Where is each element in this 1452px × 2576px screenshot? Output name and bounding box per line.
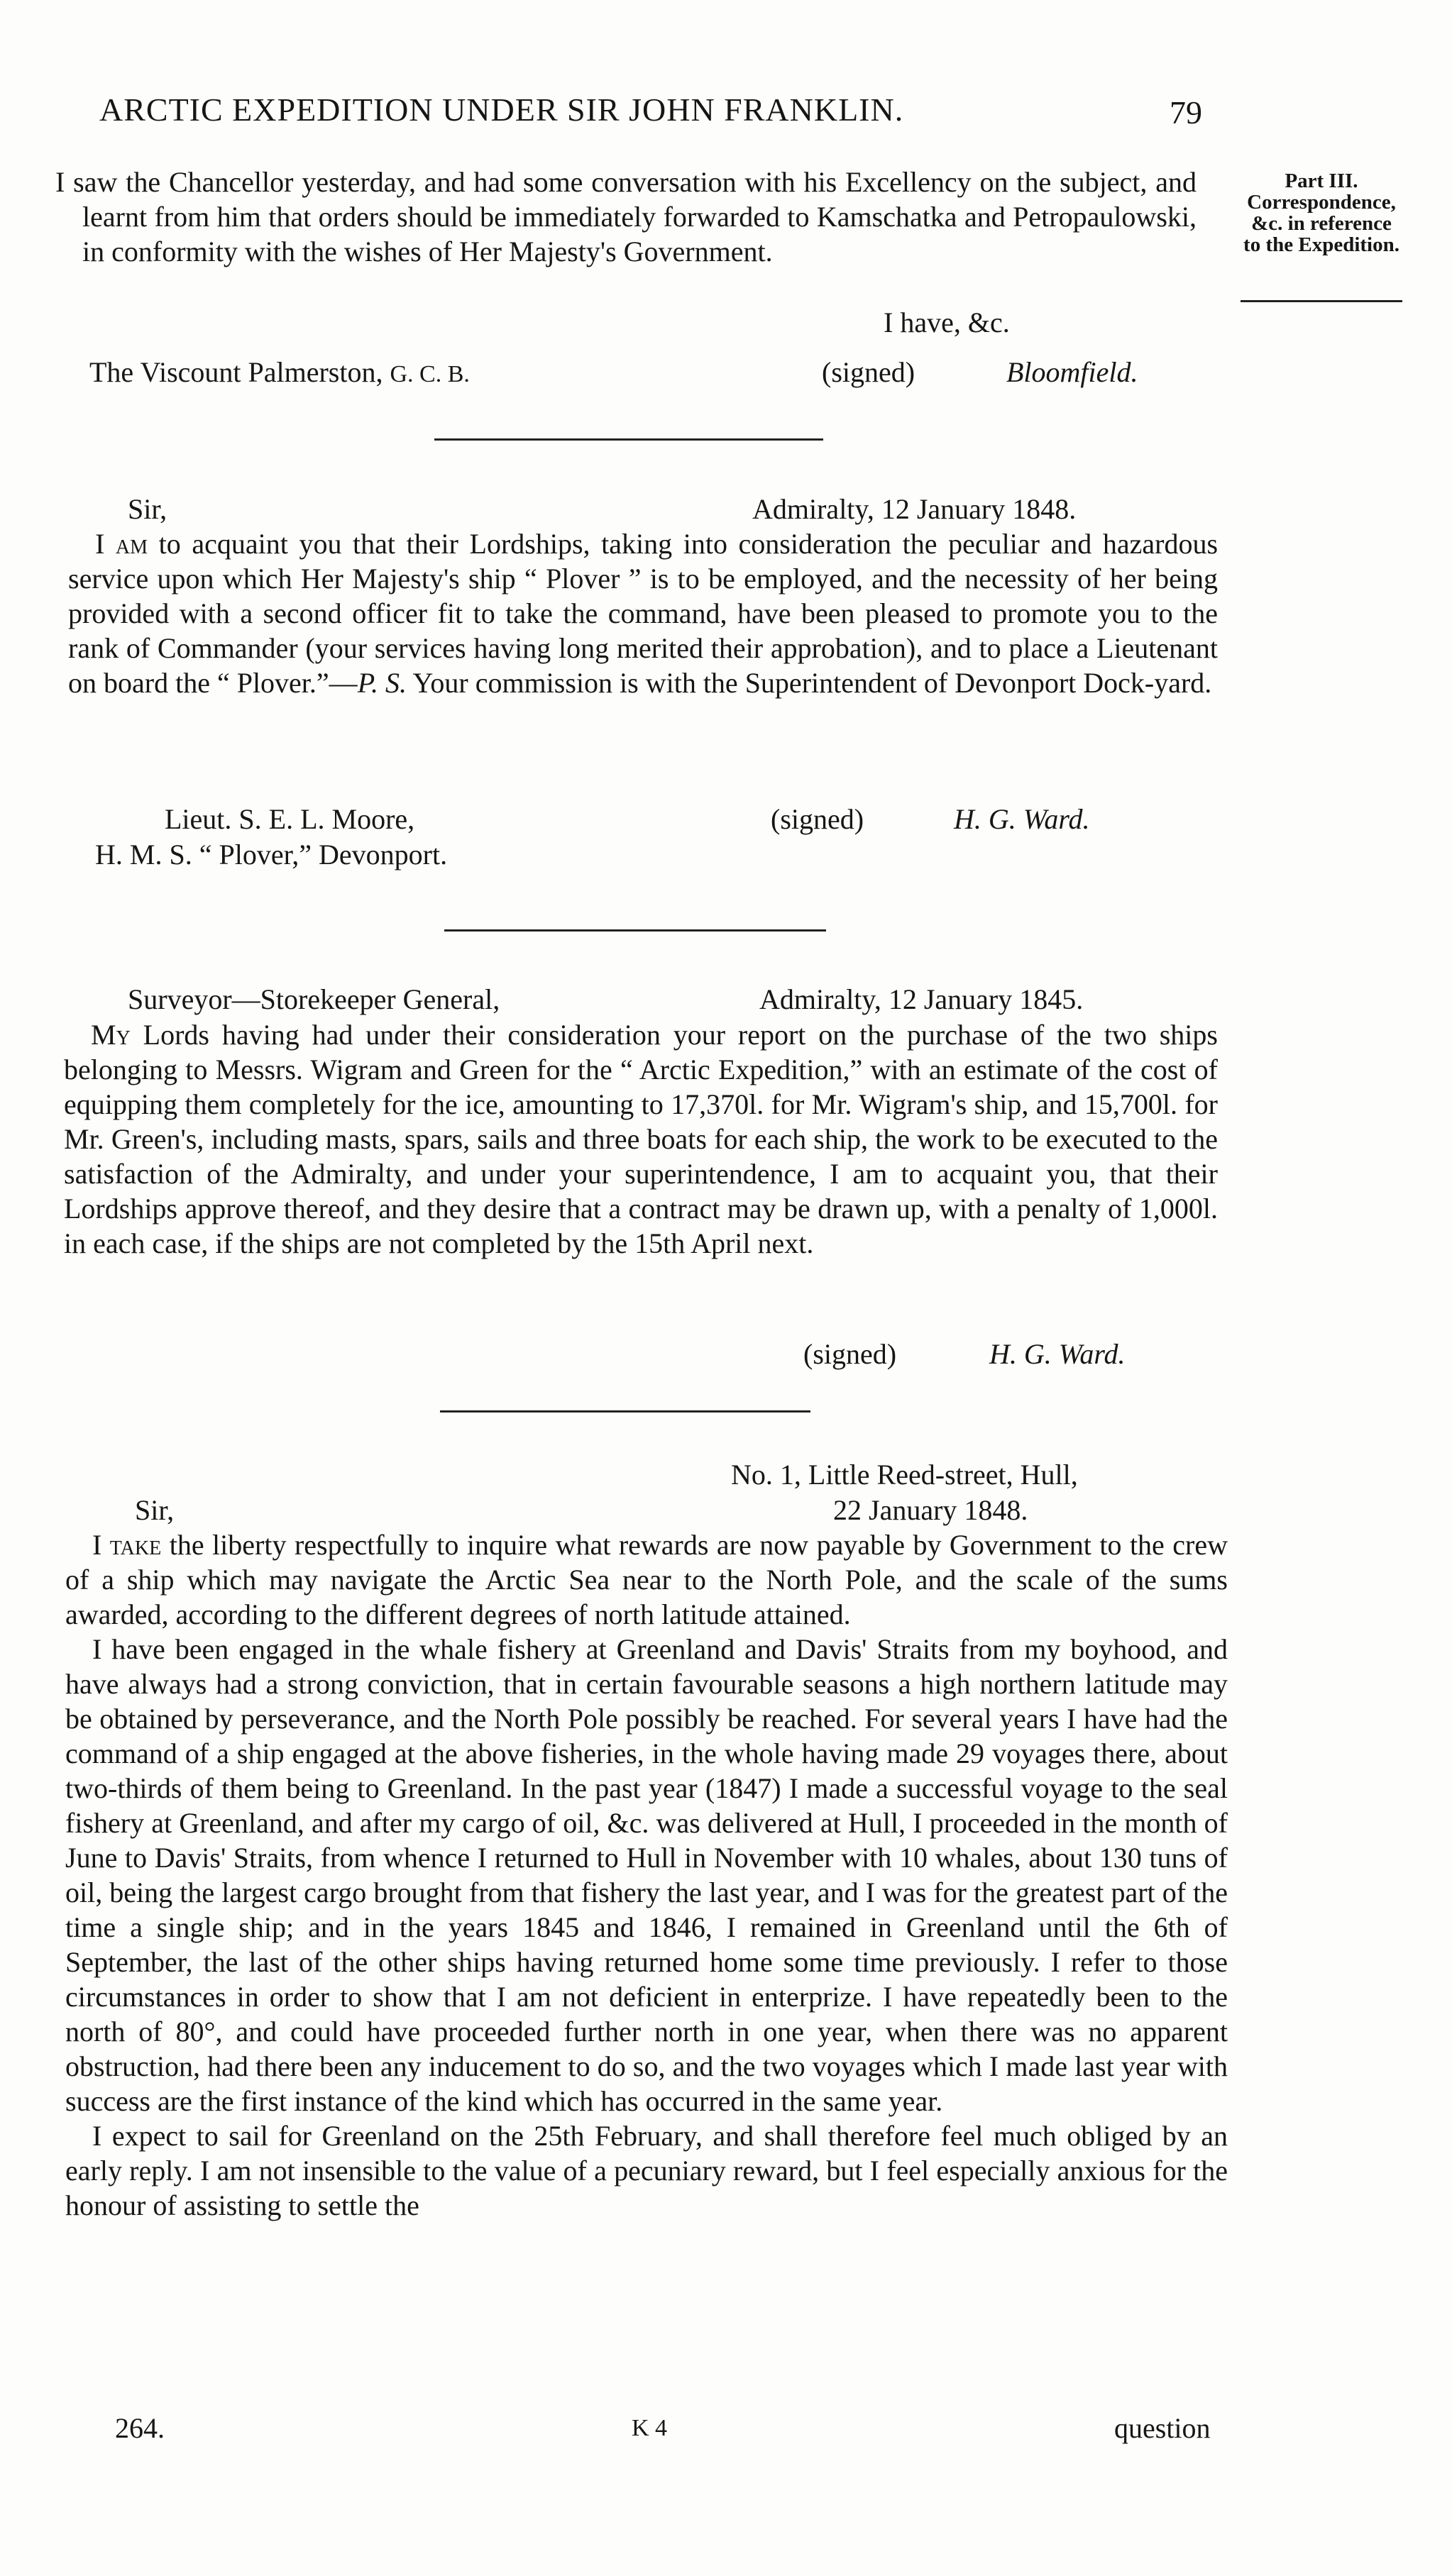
letter-2-signed: (signed) — [771, 803, 864, 835]
letter-1-closing: I have, &c. — [884, 306, 1010, 338]
letter-1-signed: (signed) — [822, 356, 915, 388]
section-divider — [440, 1410, 810, 1413]
addressee-title: G. C. B. — [390, 361, 470, 387]
letter-2-paragraph — [68, 526, 1218, 700]
letter-3-paragraph — [64, 1017, 1218, 1261]
letter-4-text: the liberty respectfully to inquire what rewards are now payable by Government to the crew of a ship which may navigate the Arctic Sea near to the North Pole, and the scale of the sums awarded, according to the different degrees of north latitude attained. — [65, 1529, 1228, 1630]
margin-divider — [1241, 300, 1402, 302]
letter-2-body — [68, 526, 1218, 700]
letter-4-paragraph-2: I have been engaged in the whale fishery at Greenland and Davis' Straits from my boyhood, and have always had a strong conviction, that in certain favourable seasons a high northern latitude may be obtained by perseverance, and the North Pole possibly be reached. For several years I have had the command of a ship engaged at the above fisheries, in the whole having made 29 voyages there, about two-thirds of them being to Greenland. In the past year (1847) I made a successful voyage to the seal fishery at Greenland, and after my cargo of oil, &c. was delivered at Hull, I proceeded in the month of June to Davis' Straits, from whence I returned to Hull in November with 10 whales, about 130 tuns of oil, being the largest cargo brought from that fishery the last year, and I was for the greatest part of the time a single ship; and in the years 1845 and 1846, I remained in Greenland until the 6th of September, the last of the other ships having returned home some time previously. I refer to those circumstances in order to show that I am not deficient in enterprize. I have repeatedly been to the north of 80°, and could have proceeded further north in one year, when there was no apparent obstruction, had there been any inducement to do so, and the two voyages which I made last year with success are the first instance of the kind which has occurred in the same year. — [65, 1633, 1228, 2117]
letter-4-body — [65, 1527, 1228, 2223]
running-header: ARCTIC EXPEDITION UNDER SIR JOHN FRANKLIN. — [99, 92, 904, 128]
signature-mark: 264. — [115, 2412, 165, 2444]
catchword: question — [1114, 2412, 1211, 2444]
letter-2-signature: H. G. Ward. — [954, 803, 1090, 835]
section-divider — [434, 438, 823, 441]
letter-2-place-date: Admiralty, 12 January 1848. — [752, 493, 1077, 525]
page-number: 79 — [1170, 94, 1202, 131]
opening-words: I am — [95, 528, 148, 560]
postscript-text: Your commission is with the Superintendent of Devonport Dock-yard. — [412, 667, 1212, 699]
letter-2-text: to acquaint you that their Lordships, taking into consideration the peculiar and hazardous service upon which Her Majesty's ship “ Plover ” is to be employed, and the necessity of her being provided with a second officer fit to take the command, have been pleased to promote you to the rank of Commander (your services having long merited their approbation), and to place a Lieutenant on board the “ Plover.”— — [68, 528, 1219, 699]
addressee-name: The Viscount Palmerston, — [89, 356, 383, 388]
letter-2-addressee-line-2: H. M. S. “ Plover,” Devonport. — [95, 839, 448, 870]
letter-2-addressee-line-1: Lieut. S. E. L. Moore, — [165, 803, 415, 835]
letter-3-body — [64, 1017, 1218, 1261]
letter-3-salutation: Surveyor—Storekeeper General, — [128, 983, 500, 1015]
letter-3-signature: H. G. Ward. — [989, 1338, 1126, 1370]
letter-1-paragraph: I saw the Chancellor yesterday, and had some conversation with his Excellency on the subject, and learnt from him that orders should be immediately forwarded to Kamschatka and Petropaulowski, in conformity with the wishes of Her Majesty's Government. — [55, 166, 1197, 267]
margin-note-line: Correspondence, — [1247, 191, 1396, 214]
letter-2-salutation: Sir, — [128, 493, 167, 525]
letter-3-place-date: Admiralty, 12 January 1845. — [759, 983, 1084, 1015]
margin-note-line: to the Expedition. — [1243, 233, 1399, 256]
opening-words: I take — [92, 1529, 162, 1561]
letter-1-signature: Bloomfield. — [1006, 356, 1138, 388]
letter-4-address: No. 1, Little Reed-street, Hull, — [731, 1459, 1078, 1491]
postscript-label: P. S. — [357, 667, 407, 699]
opening-words: My — [91, 1019, 131, 1051]
letter-1-addressee — [89, 355, 470, 392]
letter-4-paragraph-1 — [65, 1527, 1228, 1632]
letter-4-salutation: Sir, — [135, 1494, 175, 1526]
margin-note-line: Part III. — [1285, 170, 1358, 192]
gathering-mark: K 4 — [632, 2415, 668, 2441]
letter-4-date: 22 January 1848. — [833, 1494, 1028, 1526]
margin-note-line: &c. in reference — [1251, 212, 1392, 235]
section-divider — [444, 929, 826, 932]
letter-4-paragraph-3: I expect to sail for Greenland on the 25th February, and shall therefore feel much obliged by an early reply. I am not insensible to the value of a pecuniary reward, but I feel especially anxious for the honour of assisting to settle the — [65, 2120, 1228, 2221]
letter-3-text: Lords having had under their consideration your report on the purchase of the two ships belonging to Messrs. Wigram and Green for the “ Arctic Expedition,” with an estimate of the cost of equipping them completely for the ice, amounting to 17,370l. for Mr. Wigram's ship, and 15,700l. for Mr. Green's, including masts, spars, sails and three boats for each ship, the work to be executed to the satisfaction of the Admiralty, and under your superintendence, I am to acquaint you, that their Lordships approve thereof, and they desire that a contract may be drawn up, with a penalty of 1,000l. in each case, if the ships are not completed by the 15th April next. — [64, 1019, 1218, 1259]
letter-1-body — [55, 165, 1197, 269]
margin-note — [1215, 170, 1428, 255]
letter-3-signed: (signed) — [803, 1338, 897, 1370]
